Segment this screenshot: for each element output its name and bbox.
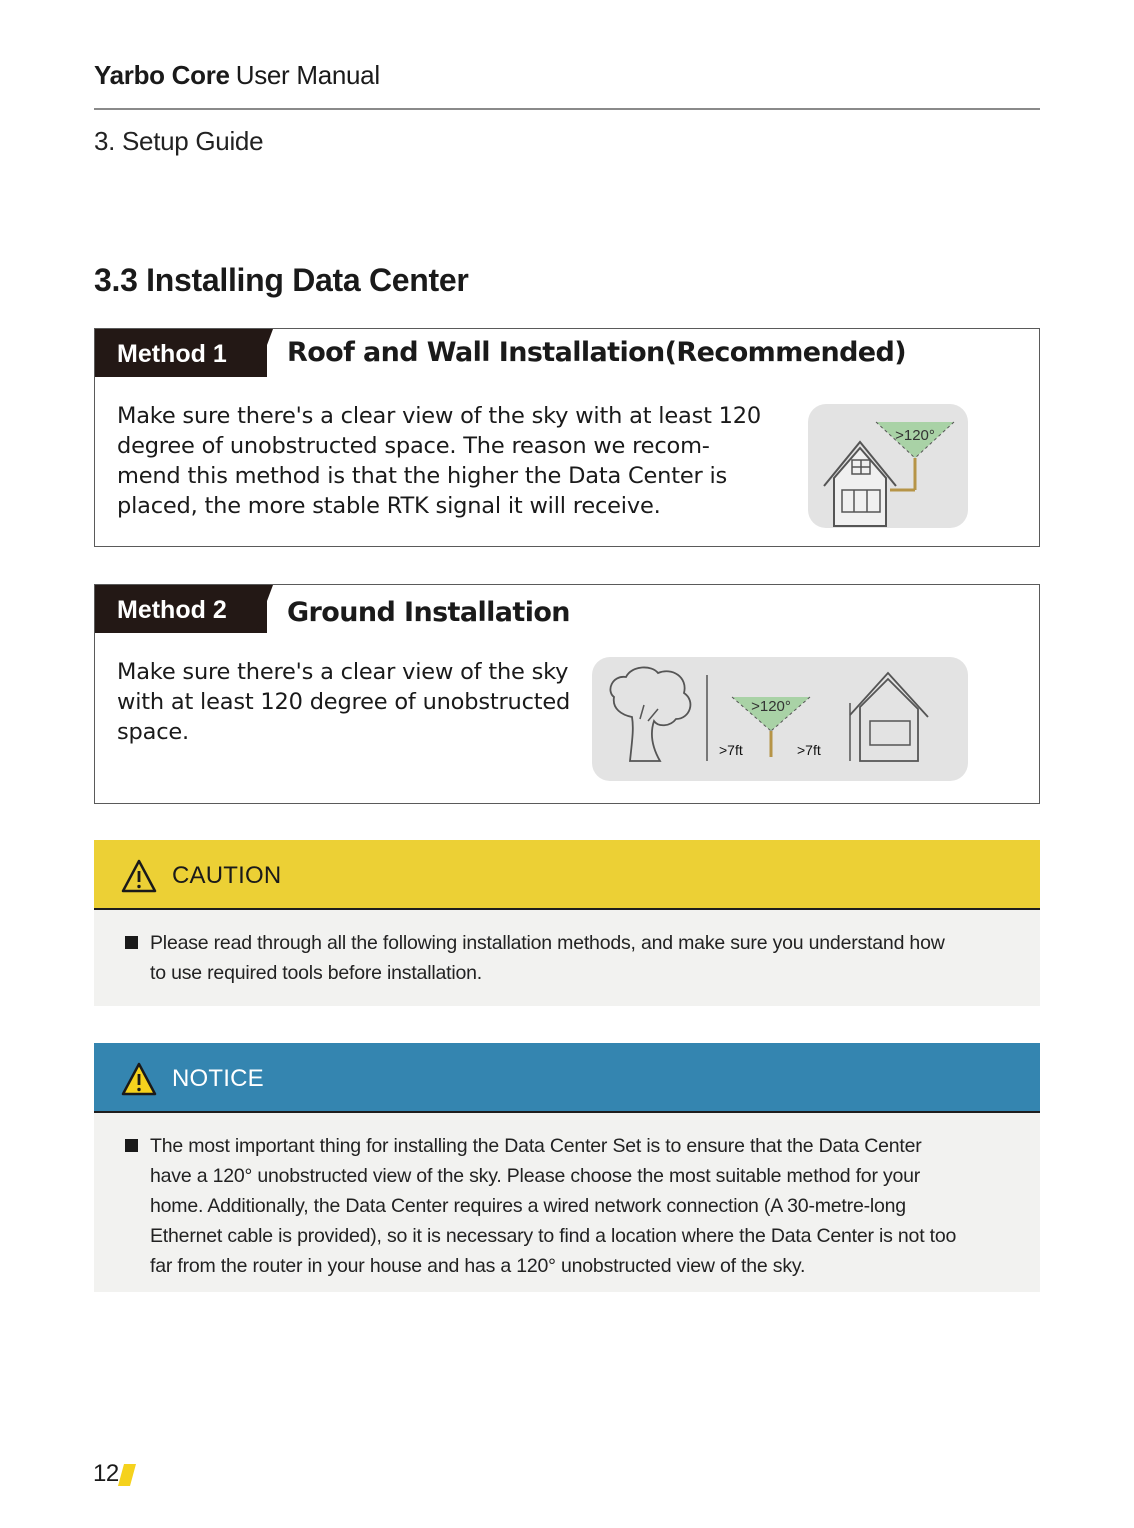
caution-box (94, 840, 1040, 1006)
method-2-description: Make sure there's a clear view of the sky with at least 120 degree of unobstructed space. (117, 659, 571, 745)
svg-text:>120°: >120° (751, 698, 791, 715)
method-1-heading: Roof and Wall Installation(Recommended) (287, 337, 906, 368)
method-1-description: Make sure there's a clear view of the sky with at least 120 degree of unobstructed space. The reason we recom- mend this method is that the higher the Data Center is placed, the more stable RTK signal it will receive. (117, 403, 762, 519)
page-number: 12 (93, 1460, 119, 1487)
method-2-heading: Ground Installation (287, 597, 570, 628)
method-1-box (94, 328, 1040, 547)
notice-body (94, 1113, 1040, 1299)
house-roof-antenna-icon (808, 404, 968, 528)
svg-text:>120°: >120° (895, 427, 935, 444)
header-divider (94, 108, 1040, 110)
page-accent-mark (118, 1464, 136, 1486)
ground-install-illustration (592, 657, 968, 781)
roof-install-illustration (808, 404, 968, 528)
notice-text: The most important thing for installing the Data Center Set is to ensure that the Data Center have a 120° unobstructed view of the sky. Please choose the most suitable method for your home. Additionally, the Data Center requires a wired network connection (A 30-metre-long Ethernet cable is provided), so it is necessary to find a location where the Data Center is not too far from the router in your house and has a 120° unobstructed view of the sky. (150, 1135, 957, 1277)
document-header (94, 60, 380, 91)
caution-body (94, 910, 1040, 1006)
method-2-tab: Method 2 (95, 585, 267, 633)
svg-text:>7ft: >7ft (719, 742, 743, 758)
notice-title: NOTICE (172, 1065, 264, 1092)
method-1-tab: Method 1 (95, 329, 267, 377)
warning-triangle-icon (120, 858, 158, 894)
bullet-square-icon (125, 1139, 138, 1152)
section-breadcrumb: 3. Setup Guide (94, 126, 264, 156)
caution-title: CAUTION (172, 862, 282, 889)
manual-title: User Manual (235, 60, 380, 90)
page-title: 3.3 Installing Data Center (94, 262, 469, 298)
warning-triangle-icon (120, 1061, 158, 1097)
method-2-box (94, 584, 1040, 804)
tree-antenna-house-icon (592, 657, 968, 781)
caution-header (94, 840, 1040, 910)
brand-name: Yarbo Core (94, 60, 230, 90)
bullet-square-icon (125, 936, 138, 949)
notice-box (94, 1043, 1040, 1292)
notice-header (94, 1043, 1040, 1113)
caution-text: Please read through all the following installation methods, and make sure you understand how to use required tools before installation. (150, 932, 945, 984)
svg-text:>7ft: >7ft (797, 742, 821, 758)
